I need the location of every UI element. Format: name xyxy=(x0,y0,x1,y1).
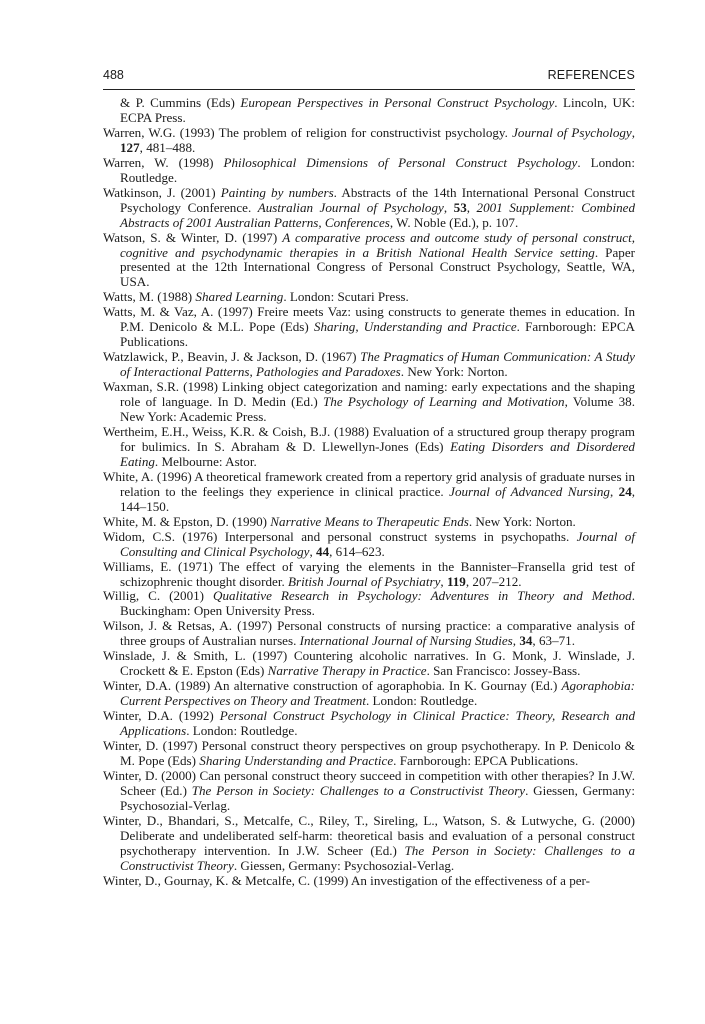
reference-text: , xyxy=(443,199,454,215)
reference-text: , xyxy=(309,543,317,559)
reference-text: Winter, D.A. (1989) An alternative construction of agoraphobia. In K. Gournay (Ed.) xyxy=(103,678,562,694)
italic-title: European Perspectives in Personal Construct Psychology xyxy=(240,95,555,110)
volume-number: 24 xyxy=(618,483,632,499)
reference-text: Watts, M. (1988) xyxy=(103,289,196,305)
italic-title: Australian Journal of Psychology xyxy=(257,199,444,215)
reference-text: Warren, W.G. (1993) The problem of religion for constructivist psychology. xyxy=(103,124,513,140)
italic-title: Sharing, Understanding and Practice xyxy=(313,319,517,335)
italic-title: Philosophical Dimensions of Personal Construct Psychology xyxy=(223,154,578,170)
reference-text: . Paper presented at the 12th International Congress of Personal Construct Psychology, Seattle, WA, USA. xyxy=(120,244,635,290)
italic-title: International Journal of Nursing Studies xyxy=(299,633,513,649)
reference-text: Winslade, J. & Smith, L. (1997) Countering alcoholic narratives. In G. Monk, J. Winslade, J. Crockett & E. Epston (Eds) xyxy=(103,648,635,679)
italic-title: The Person in Society: Challenges to a Constructivist Theory xyxy=(191,782,526,798)
volume-number: 119 xyxy=(446,573,466,589)
running-head: REFERENCES xyxy=(547,68,635,82)
reference-entry xyxy=(103,649,635,679)
reference-text: , xyxy=(512,633,520,649)
reference-text: Willig, C. (2001) xyxy=(103,588,213,604)
reference-entry xyxy=(103,619,635,649)
reference-entry xyxy=(103,231,635,291)
reference-text: , xyxy=(609,483,619,499)
italic-title: 2001 Supplement: Combined Abstracts of 2001 Australian Patterns, Conferences xyxy=(120,199,636,230)
reference-text: . Abstracts of the 14th International Personal Construct Psychology Conference. xyxy=(120,184,635,215)
reference-text: Williams, E. (1971) The effect of varying the elements in the Bannister–Fransella grid test of schizophrenic thought disorder. xyxy=(103,558,635,589)
reference-text: . London: Scutari Press. xyxy=(283,289,409,305)
reference-entry xyxy=(103,709,635,739)
reference-text: Watkinson, J. (2001) xyxy=(103,184,221,200)
reference-text: . New York: Norton. xyxy=(400,364,508,380)
reference-text: . Buckingham: Open University Press. xyxy=(120,588,635,619)
reference-entry xyxy=(103,425,635,470)
reference-text: White, A. (1996) A theoretical framework created from a repertory grid analysis of graduate nurses in relation to the feelings they experience in clinical practice. xyxy=(103,468,635,499)
reference-entry xyxy=(103,290,635,305)
italic-title: Journal of Psychology xyxy=(512,124,632,140)
reference-text: . Farnborough: EPCA Publications. xyxy=(120,319,636,350)
reference-text: . Farnborough: EPCA Publications. xyxy=(393,752,579,768)
reference-text: . London: Routledge. xyxy=(186,723,298,739)
volume-number: 44 xyxy=(316,543,330,559)
reference-text: Warren, W. (1998) xyxy=(103,154,224,170)
page-number: 488 xyxy=(103,68,124,82)
reference-entry xyxy=(103,156,635,186)
reference-entry xyxy=(103,769,635,814)
reference-entry xyxy=(103,470,635,515)
reference-entry xyxy=(103,380,635,425)
reference-text: , 207–212. xyxy=(465,573,522,589)
reference-text: . San Francisco: Jossey-Bass. xyxy=(426,663,581,679)
volume-number: 127 xyxy=(120,139,140,155)
reference-list xyxy=(103,96,635,889)
reference-entry xyxy=(103,126,635,156)
italic-title: Painting by numbers xyxy=(220,184,334,200)
italic-title: The Person in Society: Challenges to a Constructivist Theory xyxy=(120,842,635,873)
italic-title: A comparative process and outcome study of personal construct, cognitive and psychodynamic therapies in a British National Health Service setting xyxy=(120,229,635,260)
reference-text: . New York: Norton. xyxy=(468,513,576,529)
reference-text: . London: Routledge. xyxy=(120,154,635,185)
italic-title: Narrative Means to Therapeutic Ends xyxy=(270,513,469,529)
reference-entry xyxy=(103,186,635,231)
italic-title: Agoraphobia: Current Perspectives on Theory and Treatment xyxy=(120,678,635,709)
reference-text: , W. Noble (Ed.), p. 107. xyxy=(389,214,519,230)
reference-text: Waxman, S.R. (1998) Linking object categorization and naming: early expectations and the shaping role of language. In D. Medin (Ed.) xyxy=(103,379,635,410)
italic-title: Shared Learning xyxy=(195,289,284,305)
reference-text: Winter, D., Bhandari, S., Metcalfe, C., Riley, T., Sireling, L., Watson, S. & Lutwyche, G. (2000) Deliberate and undeliberated self-harm: theoretical basis and evaluation of a personal construct psychotherapy intervention. In J.W. Scheer (Ed.) xyxy=(103,812,635,858)
reference-entry xyxy=(103,874,635,889)
reference-entry xyxy=(103,530,635,560)
reference-text: . Giessen, Germany: Psychosozial-Verlag. xyxy=(233,857,455,873)
reference-entry xyxy=(103,560,635,590)
reference-text: . Lincoln, UK: ECPA Press. xyxy=(120,95,635,125)
italic-title: The Psychology of Learning and Motivation xyxy=(322,394,565,410)
italic-title: Narrative Therapy in Practice xyxy=(267,663,427,679)
reference-text: Wilson, J. & Retsas, A. (1997) Personal constructs of nursing practice: a comparative analysis of three groups of Australian nurses. xyxy=(103,618,635,649)
reference-text: , 481–488. xyxy=(139,139,196,155)
italic-title: Eating Disorders and Disordered Eating xyxy=(120,438,635,469)
reference-text: Watts, M. & Vaz, A. (1997) Freire meets Vaz: using constructs to generate themes in education. In P.M. Denicolo & M.L. Pope (Eds) xyxy=(103,304,635,335)
volume-number: 34 xyxy=(519,633,533,649)
reference-text: Winter, D., Gournay, K. & Metcalfe, C. (1999) An investigation of the effectiveness of a per- xyxy=(103,872,591,888)
italic-title: Personal Construct Psychology in Clinical Practice: Theory, Research and Applications xyxy=(120,708,636,739)
italic-title: The Pragmatics of Human Communication: A Study of Interactional Patterns, Pathologies and Paradoxes xyxy=(120,349,635,380)
reference-entry xyxy=(103,679,635,709)
page-header xyxy=(103,66,635,86)
volume-number: 53 xyxy=(453,199,467,215)
reference-entry xyxy=(103,515,635,530)
reference-text: . Melbourne: Astor. xyxy=(154,453,257,469)
reference-text: Widom, C.S. (1976) Interpersonal and personal construct systems in psychopaths. xyxy=(103,528,577,544)
reference-text: , xyxy=(440,573,447,589)
italic-title: Journal of Consulting and Clinical Psychology xyxy=(120,528,635,559)
reference-text: Winter, D. (2000) Can personal construct theory succeed in competition with other therapies? In J.W. Scheer (Ed.) xyxy=(103,767,635,798)
reference-entry xyxy=(103,96,635,126)
reference-entry xyxy=(103,739,635,769)
reference-text: & P. Cummins (Eds) xyxy=(120,95,241,110)
reference-entry xyxy=(103,814,635,874)
reference-text: Wertheim, E.H., Weiss, K.R. & Coish, B.J. (1988) Evaluation of a structured group therapy program for bulimics. In S. Abraham & D. Llewellyn-Jones (Eds) xyxy=(103,423,635,454)
reference-text: , xyxy=(466,199,477,215)
italic-title: British Journal of Psychiatry xyxy=(288,573,441,589)
italic-title: Journal of Advanced Nursing xyxy=(449,483,610,499)
reference-text: Watson, S. & Winter, D. (1997) xyxy=(103,229,283,245)
reference-text: Winter, D.A. (1992) xyxy=(103,708,220,724)
reference-entry xyxy=(103,350,635,380)
reference-text: , 63–71. xyxy=(532,633,575,649)
reference-text: Watzlawick, P., Beavin, J. & Jackson, D. (1967) xyxy=(103,349,361,365)
reference-entry xyxy=(103,589,635,619)
reference-text: , xyxy=(631,124,636,140)
reference-text: , 144–150. xyxy=(120,483,636,514)
reference-entry xyxy=(103,305,635,350)
reference-text: , 614–623. xyxy=(329,543,385,559)
reference-text: . Giessen, Germany: Psychosozial-Verlag. xyxy=(120,782,635,813)
reference-text: . London: Routledge. xyxy=(365,693,478,709)
header-rule xyxy=(103,89,635,90)
italic-title: Qualitative Research in Psychology: Adventures in Theory and Method xyxy=(212,588,632,604)
reference-text: White, M. & Epston, D. (1990) xyxy=(103,513,271,529)
reference-text: , Volume 38. New York: Academic Press. xyxy=(120,394,635,425)
italic-title: Sharing Understanding and Practice xyxy=(199,752,394,768)
reference-text: Winter, D. (1997) Personal construct theory perspectives on group psychotherapy. In P. Denicolo & M. Pope (Eds) xyxy=(103,737,635,768)
